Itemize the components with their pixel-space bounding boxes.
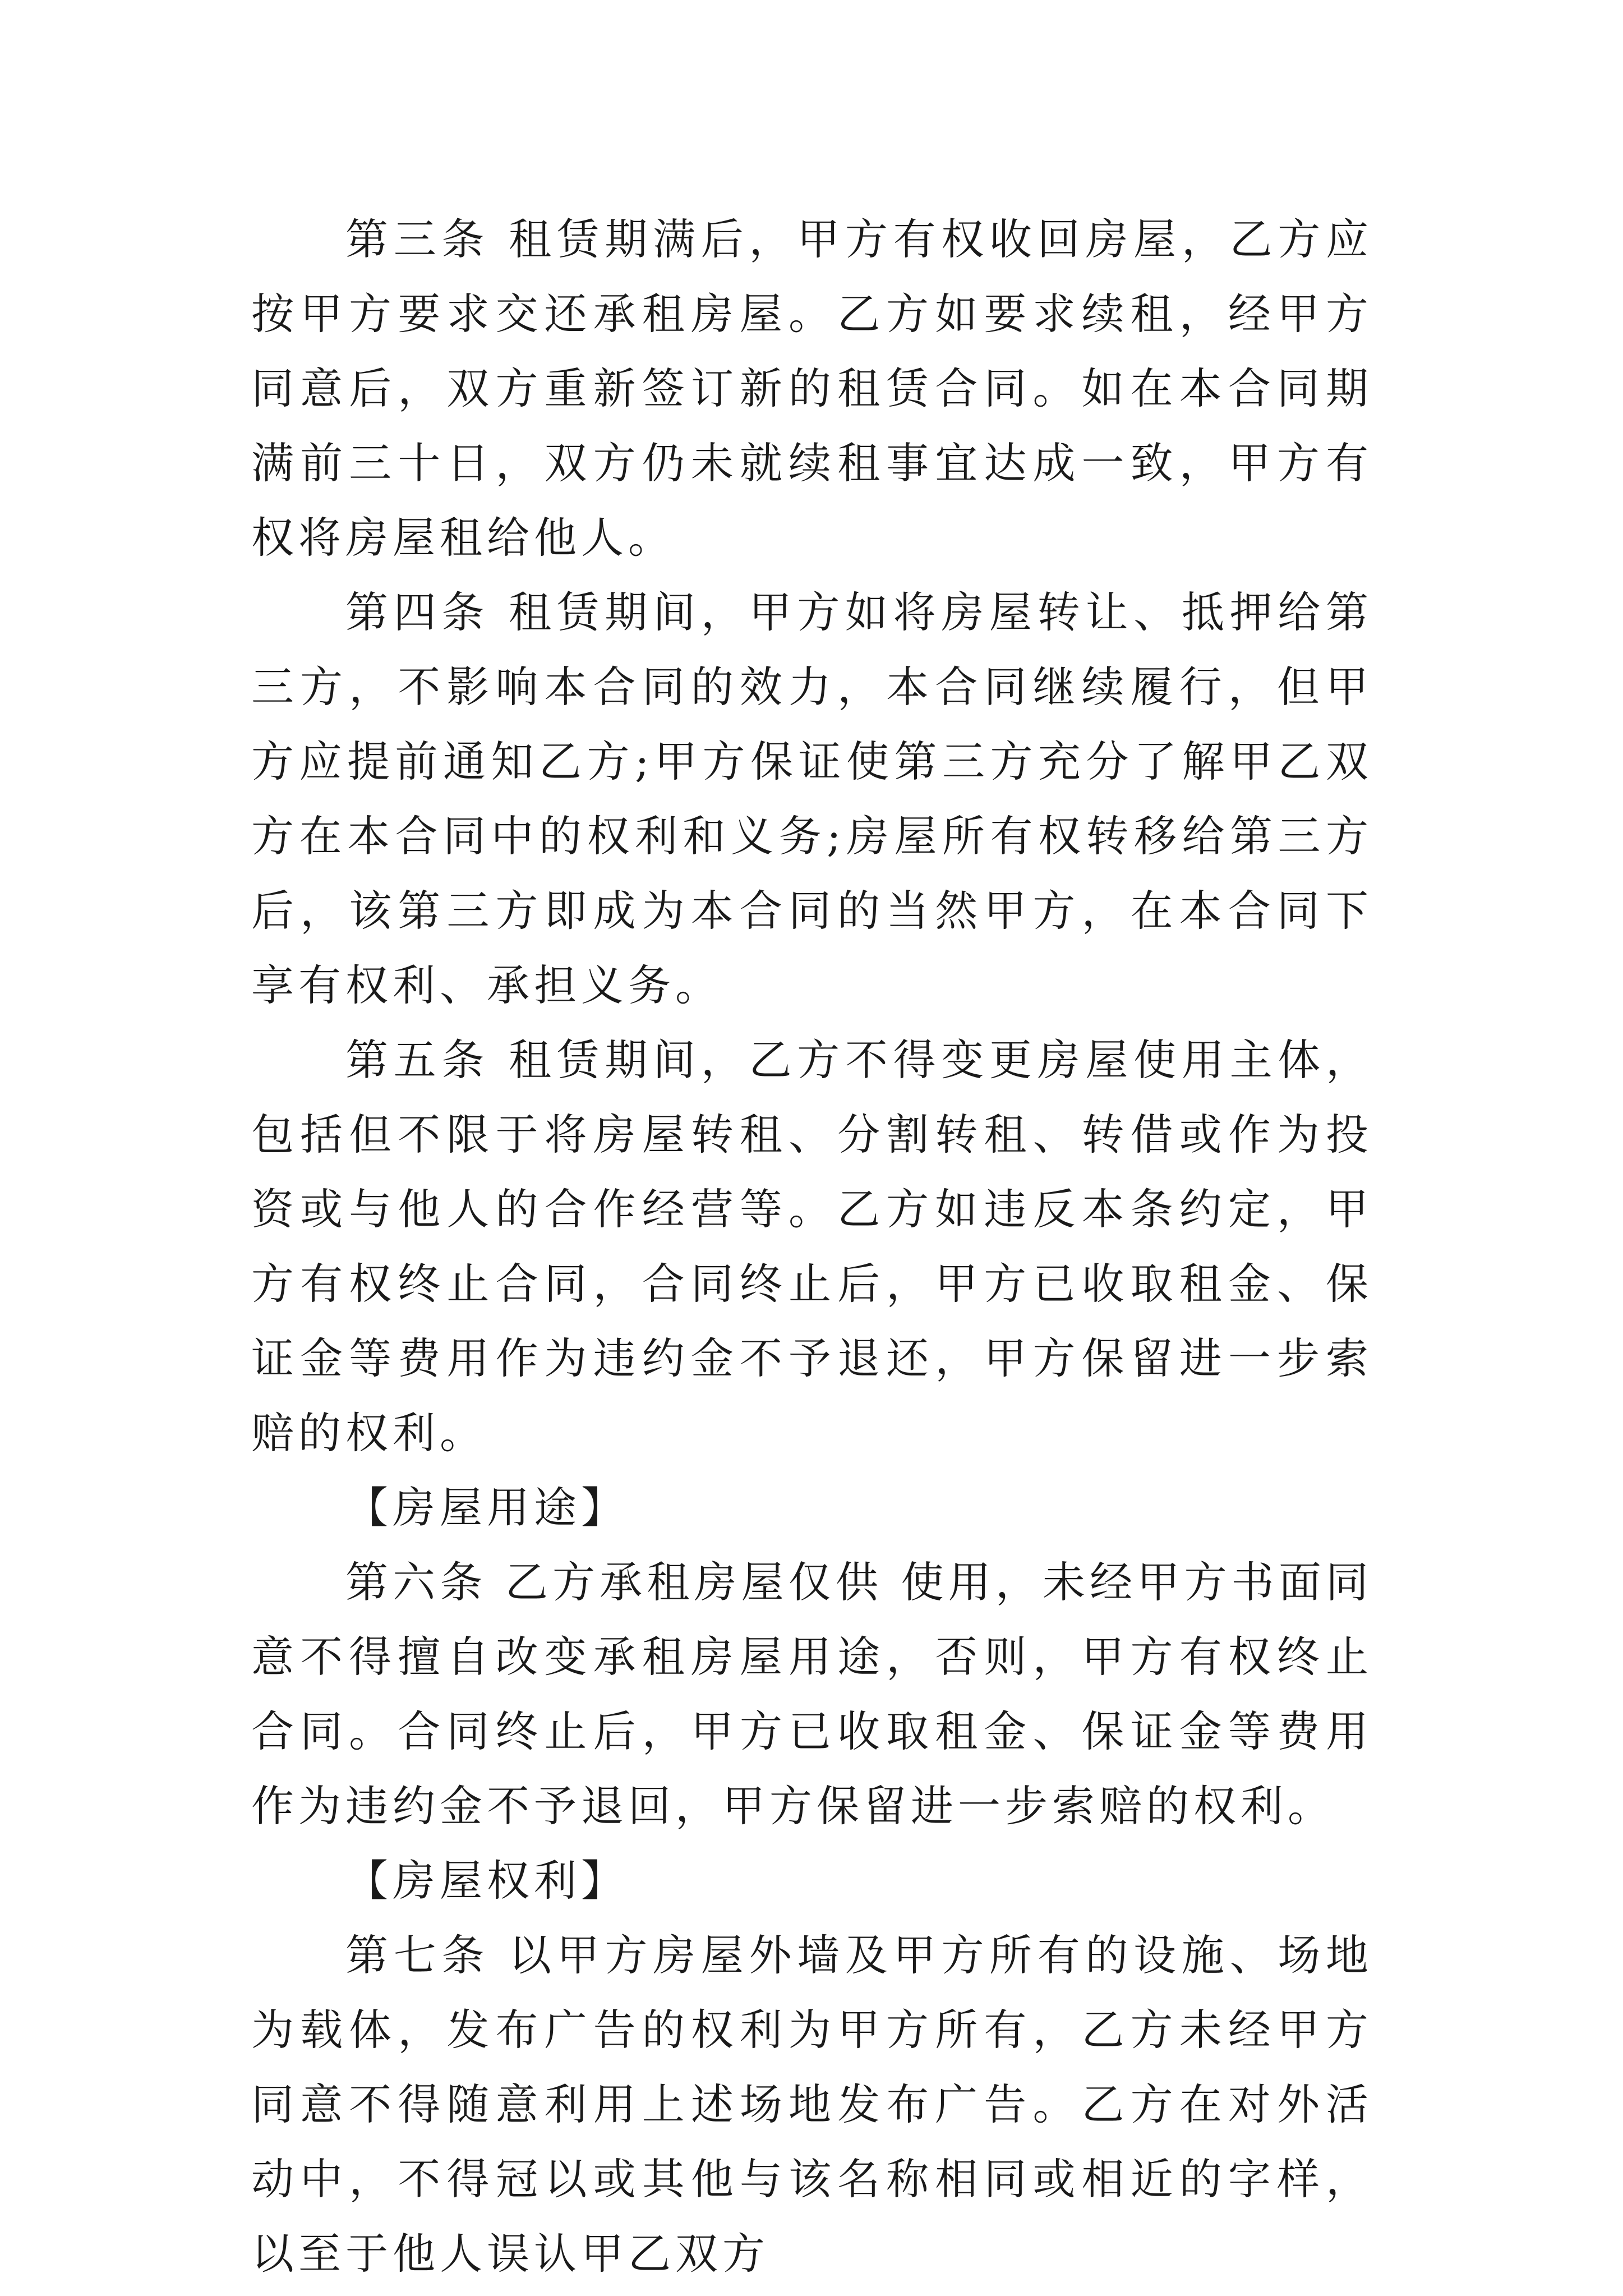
- section-heading-usage: 【房屋用途】: [345, 1483, 628, 1533]
- clause-7-paragraph: 第七条 以甲方房屋外墙及甲方所有的设施、场地为载体，发布广告的权利为甲方所有，乙方未经甲方同意不得随意利用上述场地发布广告。乙方在对外活动中，不得冠以或其他与该名称相同或相近的字样，以至于他人误认甲乙双方: [251, 1930, 1373, 2279]
- clause-4-paragraph: 第四条 租赁期间，甲方如将房屋转让、抵押给第三方，不影响本合同的效力，本合同继续履行，但甲方应提前通知乙方;甲方保证使第三方充分了解甲乙双方在本合同中的权利和义务;房屋所有权转移给第三方后，该第三方即成为本合同的当然甲方，在本合同下享有权利、承担义务。: [251, 587, 1373, 1010]
- contract-body: [251, 202, 1373, 2291]
- section-heading-rights: 【房屋权利】: [345, 1856, 628, 1906]
- clause-6-paragraph: 第六条 乙方承租房屋仅供 使用，未经甲方书面同意不得擅自改变承租房屋用途，否则，甲方有权终止合同。合同终止后，甲方已收取租金、保证金等费用作为违约金不予退回，甲方保留进一步索赔的权利。: [251, 1557, 1373, 1831]
- clause-3-paragraph: 第三条 租赁期满后，甲方有权收回房屋，乙方应按甲方要求交还承租房屋。乙方如要求续租，经甲方同意后，双方重新签订新的租赁合同。如在本合同期满前三十日，双方仍未就续租事宜达成一致，甲方有权将房屋租给他人。: [251, 214, 1373, 563]
- clause-5-paragraph: 第五条 租赁期间，乙方不得变更房屋使用主体，包括但不限于将房屋转租、分割转租、转借或作为投资或与他人的合作经营等。乙方如违反本条约定，甲方有权终止合同，合同终止后，甲方已收取租金、保证金等费用作为违约金不予退还，甲方保留进一步索赔的权利。: [251, 1035, 1373, 1458]
